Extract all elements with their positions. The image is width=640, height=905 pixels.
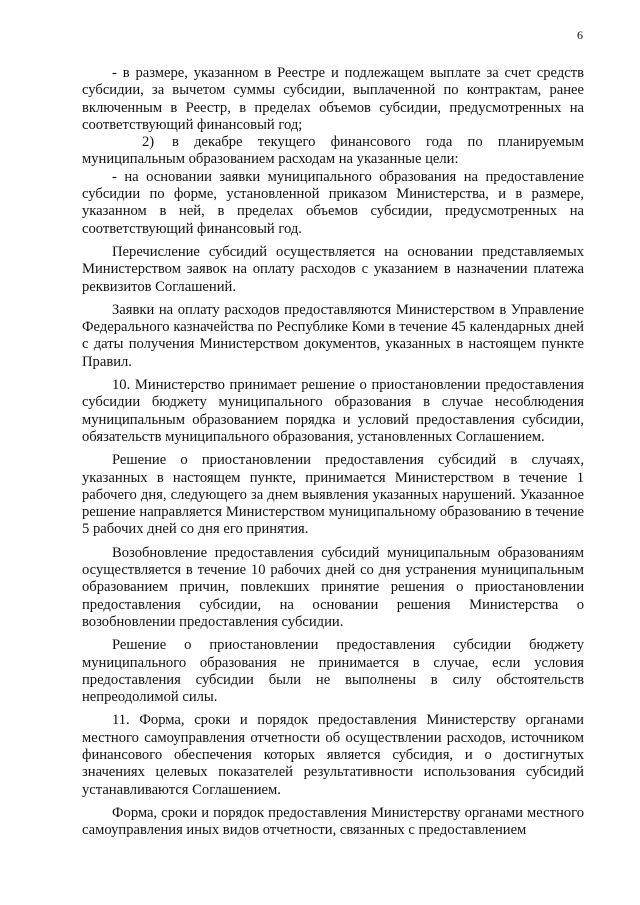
paragraph: Форма, сроки и порядок предоставления Министерству органами местного самоуправления иных видов отчетности, связанных с предоставлением (82, 804, 584, 839)
paragraph: 10. Министерство принимает решение о приостановлении предоставления субсидии бюджету муниципального образования в случае несоблюдения муниципальным образованием порядка и условий предоставления субсидии, обязательств муниципального образования, установленных Соглашением. (82, 377, 584, 445)
paragraph: - в размере, указанном в Реестре и подлежащем выплате за счет средств субсидии, за вычетом суммы субсидии, выплаченной по контрактам, ранее включенным в Реестр, в пределах объемов субсидии, предусмотренных на соответствующий финансовый год; (82, 65, 584, 133)
paragraph: Решение о приостановлении предоставления субсидий в случаях, указанных в настоящем пункте, принимается Министерством в течение 1 рабочего дня, следующего за днем выявления указанных нарушений. Указанное решение направляется Министерством муниципальному образованию в течение 5 рабочих дней со дня его принятия. (82, 452, 584, 538)
paragraph: Возобновление предоставления субсидий муниципальным образованиям осуществляется в течение 10 рабочих дней со дня устранения муниципальным образованием причин, повлекших принятие решения о приостановлении предоставления субсидии, на основании решения Министерства о возобновлении предоставления субсидии. (82, 544, 584, 630)
document-body (82, 65, 584, 839)
paragraph: Решение о приостановлении предоставления субсидии бюджету муниципального образования не принимается в случае, если условия предоставления субсидии были не выполнены в силу обстоятельств непреодолимой силы. (82, 637, 584, 706)
paragraph-numbered-item (82, 134, 584, 169)
item-number: 2) (142, 134, 155, 151)
paragraph: 11. Форма, сроки и порядок предоставления Министерству органами местного самоуправления отчетности об осуществлении расходов, источником финансового обеспечения которых является субсидия, и о достигнутых значениях целевых показателей результативности использования субсидий устанавливаются Соглашением. (82, 712, 584, 798)
paragraph: - на основании заявки муниципального образования на предоставление субсидии по форме, установленной приказом Министерства, и в размере, указанном в ней, в пределах объемов субсидии, предусмотренных на соответствующий финансовый год. (82, 168, 584, 237)
paragraph: Заявки на оплату расходов предоставляются Министерством в Управление Федерального казначейства по Республике Коми в течение 45 календарных дней с даты получения Министерством документов, указанных в настоящем пункте Правил. (82, 301, 584, 370)
paragraph: Перечисление субсидий осуществляется на основании представляемых Министерством заявок на оплату расходов с указанием в назначении платежа реквизитов Соглашений. (82, 243, 584, 295)
item-text: в декабре текущего финансового года по планируемым муниципальным образованием расходам на указанные цели: (82, 134, 584, 168)
page-number: 6 (577, 28, 583, 42)
